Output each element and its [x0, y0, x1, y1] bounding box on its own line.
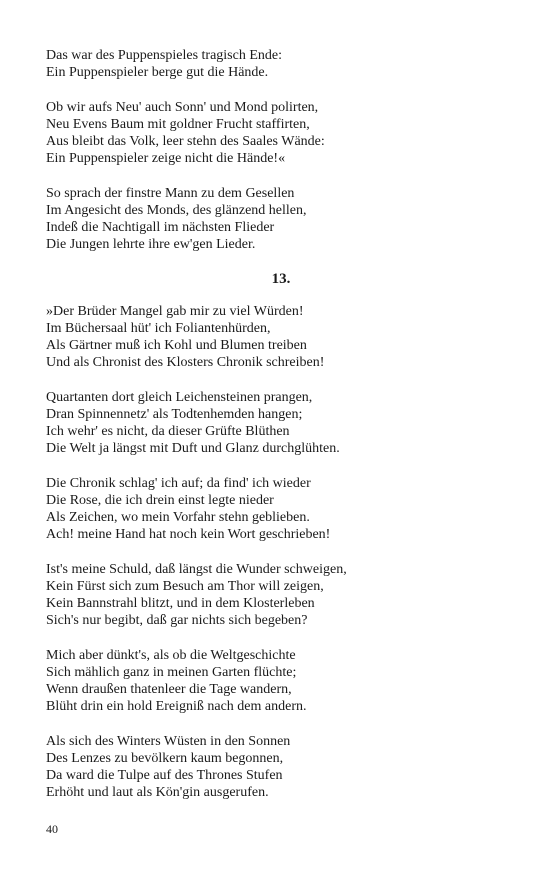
verse-line: Kein Bannstrahl blitzt, und in dem Klosterleben: [46, 596, 315, 611]
verse-line: Als Gärtner muß ich Kohl und Blumen treiben: [46, 338, 307, 353]
verse-line: Als Zeichen, wo mein Vorfahr stehn geblieben.: [46, 510, 310, 525]
verse-line: Im Angesicht des Monds, des glänzend hellen,: [46, 203, 307, 218]
verse-line: Ob wir aufs Neu' auch Sonn' und Mond polirten,: [46, 100, 319, 115]
verse-line: Und als Chronist des Klosters Chronik schreiben!: [46, 355, 325, 370]
verse-line: Da ward die Tulpe auf des Thrones Stufen: [46, 768, 283, 783]
verse-line: So sprach der finstre Mann zu dem Gesellen: [46, 186, 295, 201]
verse-line: »Der Brüder Mangel gab mir zu viel Würden!: [46, 304, 304, 319]
verse-line: Sich's nur begibt, daß gar nichts sich begeben?: [46, 613, 308, 628]
verse-line: Quartanten dort gleich Leichensteinen prangen,: [46, 390, 313, 405]
verse-line: Blüht drin ein hold Ereigniß nach dem andern.: [46, 699, 307, 714]
stanza-before-3: [46, 185, 516, 253]
verse-line: Ich wehr' es nicht, da dieser Grüfte Blüthen: [46, 424, 290, 439]
page-number: 40: [46, 822, 58, 836]
verse-line: Die Jungen lehrte ihre ew'gen Lieder.: [46, 237, 256, 252]
verse-line: Erhöht und laut als Kön'gin ausgerufen.: [46, 785, 269, 800]
section-heading: 13.: [271, 271, 291, 287]
stanza-after-5: [46, 647, 516, 715]
verse-line: Kein Fürst sich zum Besuch am Thor will zeigen,: [46, 579, 324, 594]
verse-line: Mich aber dünkt's, als ob die Weltgeschichte: [46, 648, 296, 663]
verse-line: Als sich des Winters Wüsten in den Sonnen: [46, 734, 291, 749]
stanza-after-2: [46, 389, 516, 457]
verse-line: Sich mählich ganz in meinen Garten flüchte;: [46, 665, 297, 680]
verse-line: Aus bleibt das Volk, leer stehn des Saales Wände:: [46, 134, 325, 149]
verse-line: Ein Puppenspieler zeige nicht die Hände!«: [46, 151, 286, 166]
verse-line: Im Büchersaal hüt' ich Foliantenhürden,: [46, 321, 271, 336]
stanza-after-4: [46, 561, 516, 629]
verse-line: Dran Spinnennetz' als Todtenhemden hangen;: [46, 407, 303, 422]
verse-line: Die Chronik schlag' ich auf; da find' ich wieder: [46, 476, 311, 491]
verse-line: Des Lenzes zu bevölkern kaum begonnen,: [46, 751, 284, 766]
verse-line: Neu Evens Baum mit goldner Frucht staffirten,: [46, 117, 310, 132]
verse-line: Die Rose, die ich drein einst legte nieder: [46, 493, 274, 508]
verse-line: Ein Puppenspieler berge gut die Hände.: [46, 65, 269, 80]
page-body: [46, 47, 516, 819]
stanza-before-1: [46, 47, 516, 81]
stanza-after-3: [46, 475, 516, 543]
verse-line: Ach! meine Hand hat noch kein Wort geschrieben!: [46, 527, 331, 542]
stanza-after-1: [46, 303, 516, 371]
stanza-before-2: [46, 99, 516, 167]
stanza-after-6: [46, 733, 516, 801]
verse-line: Indeß die Nachtigall im nächsten Flieder: [46, 220, 275, 235]
verse-line: Wenn draußen thatenleer die Tage wandern,: [46, 682, 292, 697]
verse-line: Das war des Puppenspieles tragisch Ende:: [46, 48, 282, 63]
verse-line: Die Welt ja längst mit Duft und Glanz durchglühten.: [46, 441, 340, 456]
verse-line: Ist's meine Schuld, daß längst die Wunder schweigen,: [46, 562, 347, 577]
